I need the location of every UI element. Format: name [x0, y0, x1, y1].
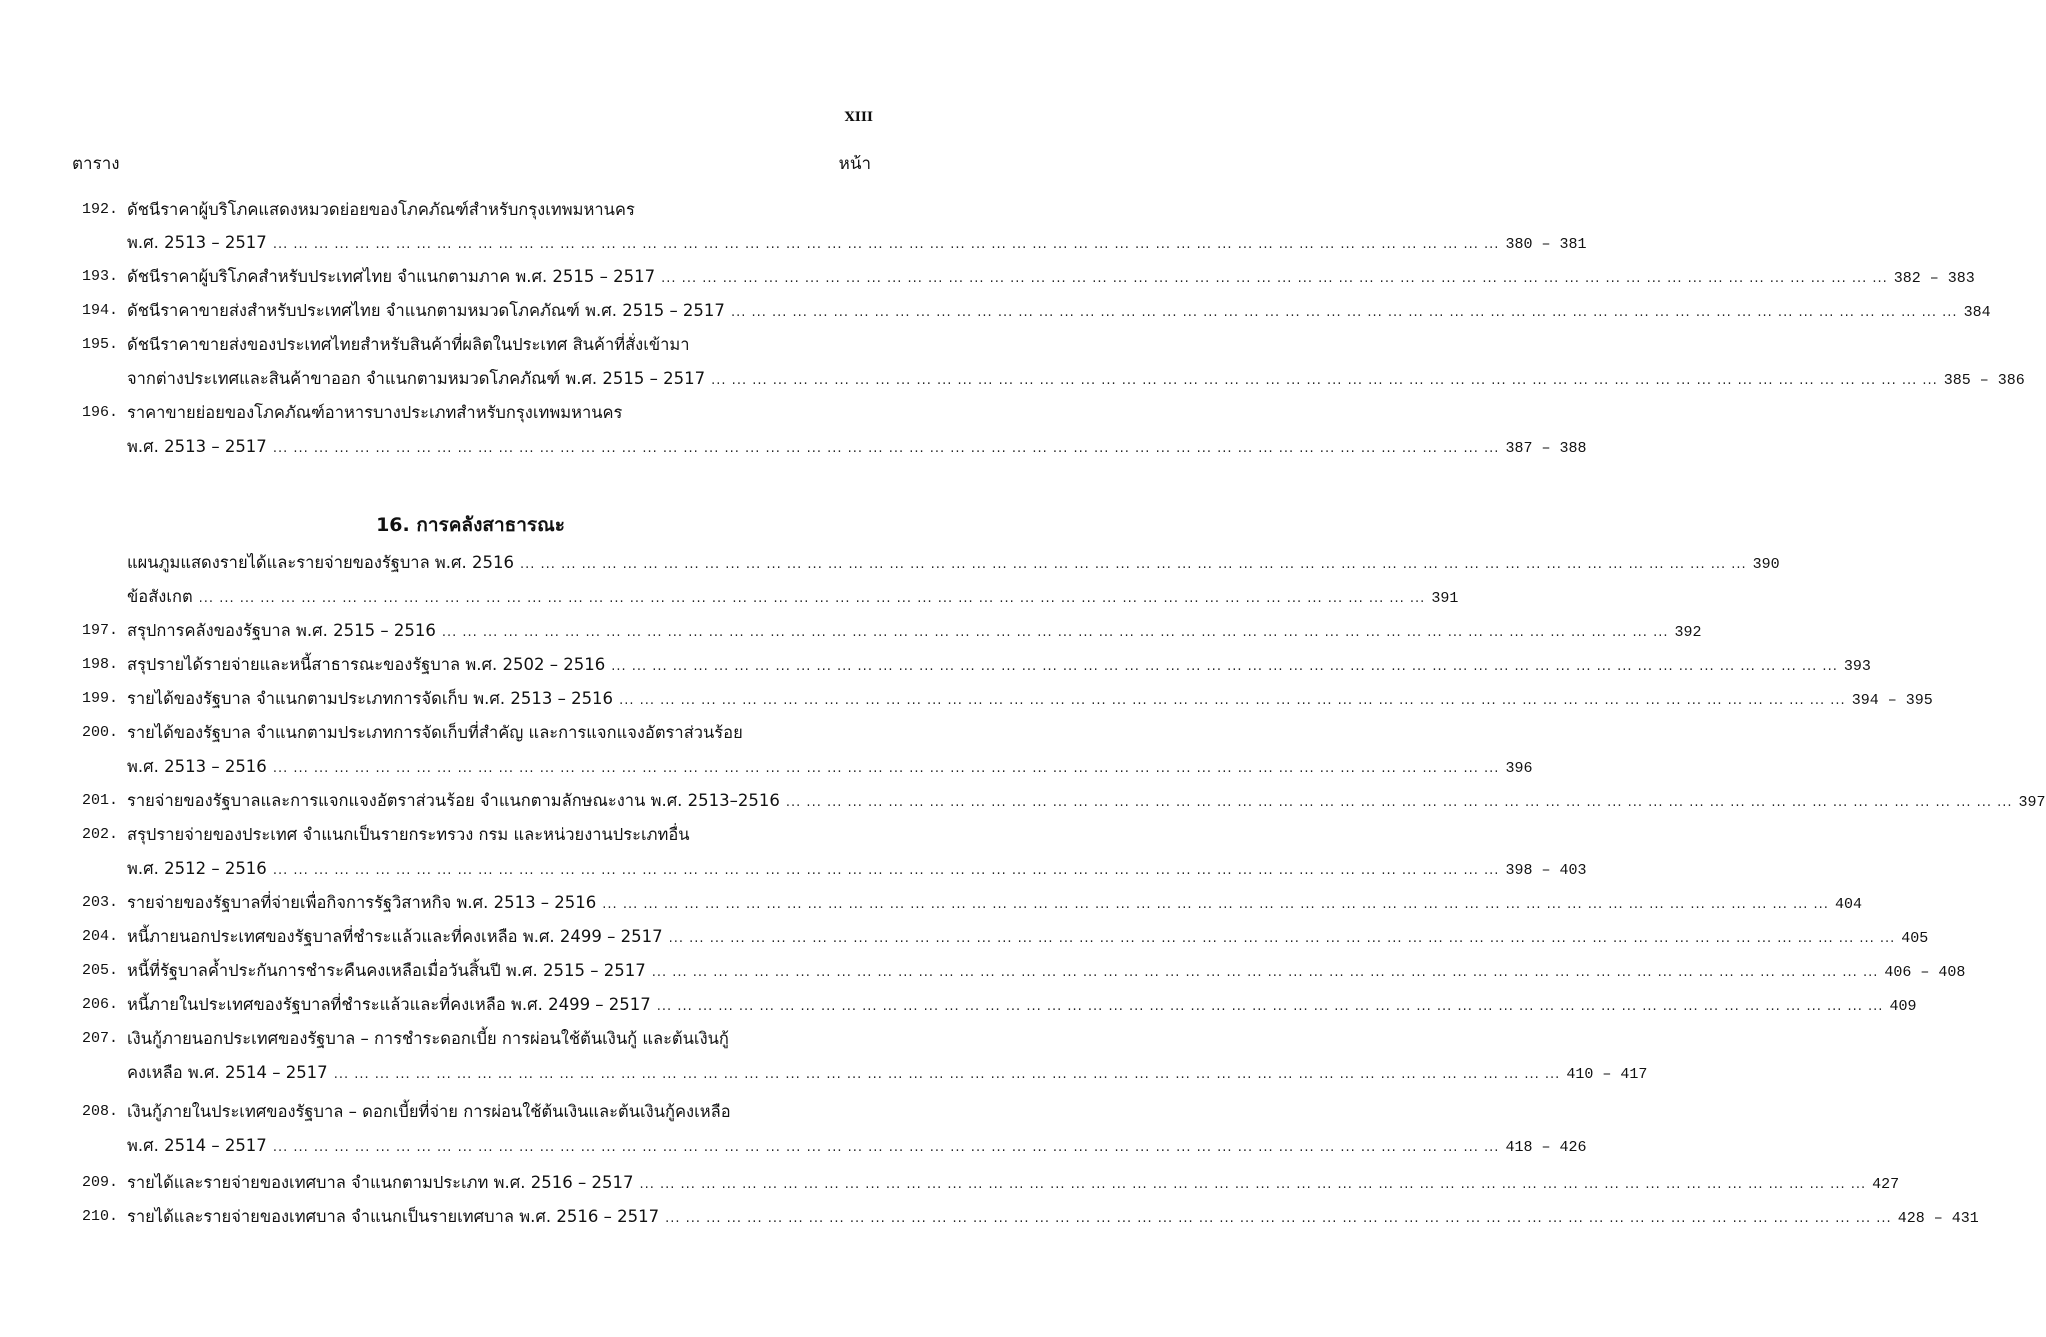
page-reference: 391 [1431, 590, 1459, 607]
leader-dots: ... ... ... ... ... ... ... ... ... ... ... ... ... ... ... ... ... ... ... ... ... ... ... ... ... ... ... ... ... ... ... ... ... ... ... ... ... ... ... ... ... ... ... ... ... ... ... ... ... ... ... ... ... ... ... ... ... ... ... ... [785, 795, 2013, 810]
entry-title: ข้อสังเกต [127, 587, 193, 606]
toc-row [0, 990, 1917, 1020]
table-number: 205. [81, 962, 118, 979]
page-reference: 385 – 386 [1943, 372, 2025, 389]
entry-title: จากต่างประเทศและสินค้าขาออก จำแนกตามหมวดโภคภัณฑ์ พ.ศ. 2515 – 2517 [127, 369, 706, 388]
leader-dots: ... ... ... ... ... ... ... ... ... ... ... ... ... ... ... ... ... ... ... ... ... ... ... ... ... ... ... ... ... ... ... ... ... ... ... ... ... ... ... ... ... ... ... ... ... ... ... ... ... ... ... ... ... ... ... ... ... ... ... ... [619, 693, 1846, 708]
entry-title: สรุปการคลังของรัฐบาล พ.ศ. 2515 – 2516 [127, 621, 436, 640]
page-reference: 387 – 388 [1505, 440, 1587, 457]
entry-title: รายได้ของรัฐบาล จำแนกตามประเภทการจัดเก็บที่สำคัญ และการแจกแจงอัตราส่วนร้อย [127, 723, 743, 742]
toc-row [0, 820, 941, 850]
page-number: XIII [844, 110, 873, 125]
table-number: 209. [81, 1174, 118, 1191]
leader-dots: ... ... ... ... ... ... ... ... ... ... ... ... ... ... ... ... ... ... ... ... ... ... ... ... ... ... ... ... ... ... ... ... ... ... ... ... ... ... ... ... ... ... ... ... ... ... ... ... ... ... ... ... ... ... ... ... ... ... ... ... [661, 271, 1888, 286]
page-reference: 382 – 383 [1893, 270, 1975, 287]
toc-row [0, 1131, 1587, 1161]
leader-dots: ... ... ... ... ... ... ... ... ... ... ... ... ... ... ... ... ... ... ... ... ... ... ... ... ... ... ... ... ... ... ... ... ... ... ... ... ... ... ... ... ... ... ... ... ... ... ... ... ... ... ... ... ... ... ... ... ... ... ... ... [333, 1067, 1561, 1082]
toc-entry [127, 684, 1933, 716]
toc-entry [127, 228, 1587, 260]
toc-row [0, 1058, 1648, 1088]
leader-dots: ... ... ... ... ... ... ... ... ... ... ... ... ... ... ... ... ... ... ... ... ... ... ... ... ... ... ... ... ... ... ... ... ... ... ... ... ... ... ... ... ... ... ... ... ... ... ... ... ... ... ... ... ... ... ... ... ... ... ... ... [272, 441, 1500, 456]
entry-title: ดัชนีราคาผู้บริโภคแสดงหมวดย่อยของโภคภัณฑ์สำหรับกรุงเทพมหานคร [127, 200, 635, 219]
toc-row [0, 1202, 1979, 1232]
toc-row [0, 548, 1780, 578]
leader-dots: ... ... ... ... ... ... ... ... ... ... ... ... ... ... ... ... ... ... ... ... ... ... ... ... ... ... ... ... ... ... ... ... ... ... ... ... ... ... ... ... ... ... ... ... ... ... ... ... ... ... ... ... ... ... ... ... ... ... ... ... [602, 897, 1829, 912]
leader-dots: ... ... ... ... ... ... ... ... ... ... ... ... ... ... ... ... ... ... ... ... ... ... ... ... ... ... ... ... ... ... ... ... ... ... ... ... ... ... ... ... ... ... ... ... ... ... ... ... ... ... ... ... ... ... ... ... ... ... ... ... [639, 1177, 1867, 1192]
toc-row [0, 262, 1975, 292]
table-number: 206. [81, 996, 118, 1013]
table-number: 198. [81, 656, 118, 673]
header-page-label: หน้า [838, 154, 871, 174]
toc-row [0, 854, 1587, 884]
leader-dots: ... ... ... ... ... ... ... ... ... ... ... ... ... ... ... ... ... ... ... ... ... ... ... ... ... ... ... ... ... ... ... ... ... ... ... ... ... ... ... ... ... ... ... ... ... ... ... ... ... ... ... ... ... ... ... ... ... ... ... ... [665, 1211, 1892, 1226]
page-reference: 392 [1674, 624, 1702, 641]
leader-dots: ... ... ... ... ... ... ... ... ... ... ... ... ... ... ... ... ... ... ... ... ... ... ... ... ... ... ... ... ... ... ... ... ... ... ... ... ... ... ... ... ... ... ... ... ... ... ... ... ... ... ... ... ... ... ... ... ... ... ... ... [441, 625, 1669, 640]
entry-title: เงินกู้ภายนอกประเทศของรัฐบาล – การชำระดอกเบี้ย การผ่อนใช้ต้นเงินกู้ และต้นเงินกู้ [127, 1029, 729, 1048]
leader-dots: ... ... ... ... ... ... ... ... ... ... ... ... ... ... ... ... ... ... ... ... ... ... ... ... ... ... ... ... ... ... ... ... ... ... ... ... ... ... ... ... ... ... ... ... ... ... ... ... ... ... ... ... ... ... ... ... ... ... ... ... [272, 863, 1500, 878]
page-reference: 410 – 417 [1566, 1066, 1648, 1083]
toc-row [0, 228, 1587, 258]
leader-dots: ... ... ... ... ... ... ... ... ... ... ... ... ... ... ... ... ... ... ... ... ... ... ... ... ... ... ... ... ... ... ... ... ... ... ... ... ... ... ... ... ... ... ... ... ... ... ... ... ... ... ... ... ... ... ... ... ... ... ... ... [651, 965, 1879, 980]
toc-row [0, 398, 941, 428]
page-reference: 393 [1843, 658, 1871, 675]
entry-title: หนี้ภายนอกประเทศของรัฐบาลที่ชำระแล้วและที่คงเหลือ พ.ศ. 2499 – 2517 [127, 927, 663, 946]
entry-title: คงเหลือ พ.ศ. 2514 – 2517 [127, 1063, 328, 1082]
entry-title: รายจ่ายของรัฐบาลที่จ่ายเพื่อกิจการรัฐวิสาหกิจ พ.ศ. 2513 – 2516 [127, 893, 597, 912]
toc-row [0, 1097, 941, 1127]
toc-row [0, 296, 1991, 326]
entry-title: ดัชนีราคาผู้บริโภคสำหรับประเทศไทย จำแนกตามภาค พ.ศ. 2515 – 2517 [127, 267, 656, 286]
entry-title: รายจ่ายของรัฐบาลและการแจกแจงอัตราส่วนร้อย จำแนกตามลักษณะงาน พ.ศ. 2513–2516 [127, 791, 780, 810]
entry-title: รายได้ของรัฐบาล จำแนกตามประเภทการจัดเก็บ พ.ศ. 2513 – 2516 [127, 689, 614, 708]
toc-row [0, 718, 941, 748]
toc-row [0, 364, 2025, 394]
toc-row [0, 786, 2046, 816]
toc-entry [127, 888, 1862, 920]
page-reference: 380 – 381 [1505, 236, 1587, 253]
entry-title: เงินกู้ภายในประเทศของรัฐบาล – ดอกเบี้ยที่จ่าย การผ่อนใช้ต้นเงินและต้นเงินกู้คงเหลือ [127, 1102, 731, 1121]
leader-dots: ... ... ... ... ... ... ... ... ... ... ... ... ... ... ... ... ... ... ... ... ... ... ... ... ... ... ... ... ... ... ... ... ... ... ... ... ... ... ... ... ... ... ... ... ... ... ... ... ... ... ... ... ... ... ... ... ... ... ... ... [730, 305, 1958, 320]
leader-dots: ... ... ... ... ... ... ... ... ... ... ... ... ... ... ... ... ... ... ... ... ... ... ... ... ... ... ... ... ... ... ... ... ... ... ... ... ... ... ... ... ... ... ... ... ... ... ... ... ... ... ... ... ... ... ... ... ... ... ... ... [711, 373, 1938, 388]
table-number: 193. [81, 268, 118, 285]
page-reference: 394 – 395 [1851, 692, 1933, 709]
toc-row [0, 1168, 1900, 1198]
table-number: 201. [81, 792, 118, 809]
entry-title: พ.ศ. 2514 – 2517 [127, 1136, 267, 1155]
toc-entry [127, 262, 1975, 294]
entry-title: พ.ศ. 2513 – 2517 [127, 233, 267, 252]
toc-entry [127, 786, 2046, 818]
page-reference: 390 [1752, 556, 1780, 573]
toc-entry [127, 990, 1917, 1022]
table-number: 210. [81, 1208, 118, 1225]
entry-title: รายได้และรายจ่ายของเทศบาล จำแนกเป็นรายเทศบาล พ.ศ. 2516 – 2517 [127, 1207, 660, 1226]
table-number: 199. [81, 690, 118, 707]
page-reference: 384 [1963, 304, 1991, 321]
entry-title: รายได้และรายจ่ายของเทศบาล จำแนกตามประเภท พ.ศ. 2516 – 2517 [127, 1173, 634, 1192]
table-number: 192. [81, 201, 118, 218]
toc-row [0, 956, 1966, 986]
page-reference: 398 – 403 [1505, 862, 1587, 879]
entry-title: แผนภูมแสดงรายได้และรายจ่ายของรัฐบาล พ.ศ. 2516 [127, 553, 515, 572]
header-table-label: ตาราง [72, 154, 120, 174]
toc-entry [127, 296, 1991, 328]
page-reference: 427 [1872, 1176, 1900, 1193]
toc-row [0, 888, 1862, 918]
entry-title: ดัชนีราคาขายส่งสำหรับประเทศไทย จำแนกตามหมวดโภคภัณฑ์ พ.ศ. 2515 – 2517 [127, 301, 725, 320]
toc-row [0, 1024, 941, 1054]
entry-title: หนี้ภายในประเทศของรัฐบาลที่ชำระแล้วและที่คงเหลือ พ.ศ. 2499 – 2517 [127, 995, 651, 1014]
toc-entry [127, 854, 1587, 886]
table-number: 203. [81, 894, 118, 911]
leader-dots: ... ... ... ... ... ... ... ... ... ... ... ... ... ... ... ... ... ... ... ... ... ... ... ... ... ... ... ... ... ... ... ... ... ... ... ... ... ... ... ... ... ... ... ... ... ... ... ... ... ... ... ... ... ... ... ... ... ... ... ... [611, 659, 1838, 674]
toc-row [0, 582, 1459, 612]
toc-entry [127, 582, 1459, 614]
toc-entry [127, 548, 1780, 580]
page-reference: 409 [1889, 998, 1917, 1015]
table-number: 194. [81, 302, 118, 319]
entry-title: หนี้ที่รัฐบาลค้ำประกันการชำระคืนคงเหลือเมื่อวันสิ้นปี พ.ศ. 2515 – 2517 [127, 961, 646, 980]
toc-entry [127, 956, 1966, 988]
leader-dots: ... ... ... ... ... ... ... ... ... ... ... ... ... ... ... ... ... ... ... ... ... ... ... ... ... ... ... ... ... ... ... ... ... ... ... ... ... ... ... ... ... ... ... ... ... ... ... ... ... ... ... ... ... ... ... ... ... ... ... ... [272, 761, 1500, 776]
table-number: 207. [81, 1030, 118, 1047]
toc-row [0, 330, 941, 360]
toc-row [0, 650, 1871, 680]
toc-entry [127, 650, 1871, 682]
toc-entry [127, 432, 1587, 464]
leader-dots: ... ... ... ... ... ... ... ... ... ... ... ... ... ... ... ... ... ... ... ... ... ... ... ... ... ... ... ... ... ... ... ... ... ... ... ... ... ... ... ... ... ... ... ... ... ... ... ... ... ... ... ... ... ... ... ... ... ... ... ... [656, 999, 1884, 1014]
toc-entry [127, 922, 1929, 954]
toc-entry [127, 1202, 1979, 1234]
entry-title: พ.ศ. 2512 – 2516 [127, 859, 267, 878]
entry-title: ราคาขายย่อยของโภคภัณฑ์อาหารบางประเภทสำหรับกรุงเทพมหานคร [127, 403, 623, 422]
entry-title: สรุปรายจ่ายของประเทศ จำแนกเป็นรายกระทรวง กรม และหน่วยงานประเภทอื่น [127, 825, 690, 844]
toc-entry [127, 364, 2025, 396]
toc-row [0, 684, 1933, 714]
entry-title: ดัชนีราคาขายส่งของประเทศไทยสำหรับสินค้าที่ผลิตในประเทศ สินค้าที่สั่งเข้ามา [127, 335, 690, 354]
page-reference: 404 [1834, 896, 1862, 913]
entry-title: พ.ศ. 2513 – 2517 [127, 437, 267, 456]
entry-title: สรุปรายได้รายจ่ายและหนี้สาธารณะของรัฐบาล พ.ศ. 2502 – 2516 [127, 655, 606, 674]
toc-row [0, 432, 1587, 462]
toc-row [0, 922, 1929, 952]
table-number: 202. [81, 826, 118, 843]
page-reference: 406 – 408 [1884, 964, 1966, 981]
table-number: 204. [81, 928, 118, 945]
toc-row [0, 752, 1533, 782]
table-number: 195. [81, 336, 118, 353]
table-number: 200. [81, 724, 118, 741]
toc-entry [127, 616, 1702, 648]
leader-dots: ... ... ... ... ... ... ... ... ... ... ... ... ... ... ... ... ... ... ... ... ... ... ... ... ... ... ... ... ... ... ... ... ... ... ... ... ... ... ... ... ... ... ... ... ... ... ... ... ... ... ... ... ... ... ... ... ... ... ... ... [198, 591, 1426, 606]
table-number: 208. [81, 1103, 118, 1120]
table-number: 196. [81, 404, 118, 421]
toc-entry [127, 752, 1533, 784]
toc-entry [127, 1168, 1900, 1200]
page-reference: 397 [2018, 794, 2046, 811]
leader-dots: ... ... ... ... ... ... ... ... ... ... ... ... ... ... ... ... ... ... ... ... ... ... ... ... ... ... ... ... ... ... ... ... ... ... ... ... ... ... ... ... ... ... ... ... ... ... ... ... ... ... ... ... ... ... ... ... ... ... ... ... [272, 1140, 1500, 1155]
table-number: 197. [81, 622, 118, 639]
toc-entry [127, 1058, 1648, 1090]
page-reference: 418 – 426 [1505, 1139, 1587, 1156]
page-reference: 428 – 431 [1897, 1210, 1979, 1227]
leader-dots: ... ... ... ... ... ... ... ... ... ... ... ... ... ... ... ... ... ... ... ... ... ... ... ... ... ... ... ... ... ... ... ... ... ... ... ... ... ... ... ... ... ... ... ... ... ... ... ... ... ... ... ... ... ... ... ... ... ... ... ... [668, 931, 1896, 946]
page-reference: 405 [1901, 930, 1929, 947]
page-reference: 396 [1505, 760, 1533, 777]
section-title: 16. การคลังสาธารณะ [376, 514, 565, 536]
toc-row [0, 195, 941, 225]
entry-title: พ.ศ. 2513 – 2516 [127, 757, 267, 776]
toc-entry [127, 1131, 1587, 1163]
toc-row [0, 616, 1702, 646]
leader-dots: ... ... ... ... ... ... ... ... ... ... ... ... ... ... ... ... ... ... ... ... ... ... ... ... ... ... ... ... ... ... ... ... ... ... ... ... ... ... ... ... ... ... ... ... ... ... ... ... ... ... ... ... ... ... ... ... ... ... ... ... [520, 557, 1747, 572]
leader-dots: ... ... ... ... ... ... ... ... ... ... ... ... ... ... ... ... ... ... ... ... ... ... ... ... ... ... ... ... ... ... ... ... ... ... ... ... ... ... ... ... ... ... ... ... ... ... ... ... ... ... ... ... ... ... ... ... ... ... ... ... [272, 237, 1500, 252]
